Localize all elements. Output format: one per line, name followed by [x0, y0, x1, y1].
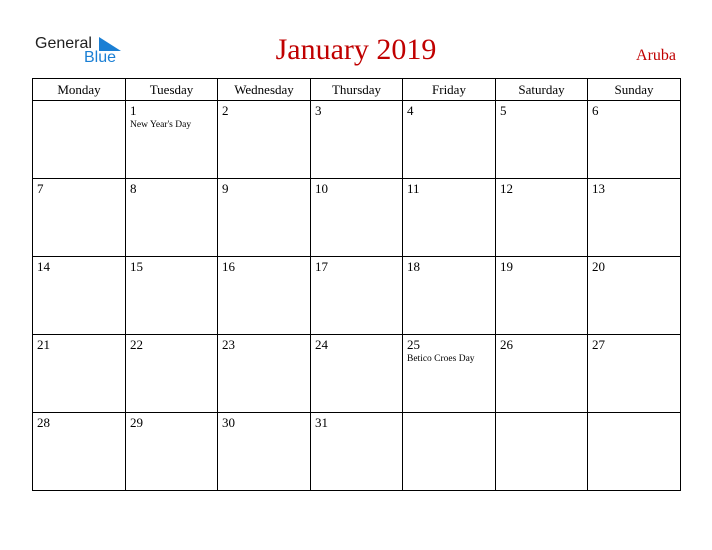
day-number	[403, 413, 495, 415]
day-cell	[496, 101, 588, 179]
logo-general-text: General	[35, 35, 92, 52]
day-number: 25	[407, 337, 420, 352]
day-cell	[33, 257, 126, 335]
day-number: 6	[592, 103, 599, 118]
holiday-label: New Year's Day	[130, 120, 192, 130]
calendar-grid	[32, 78, 681, 491]
week-row	[33, 335, 681, 413]
day-cell	[33, 335, 126, 413]
day-cell	[311, 179, 403, 257]
day-number: 9	[222, 181, 229, 196]
day-number	[33, 101, 125, 103]
weekday-header-friday: Friday	[403, 79, 496, 101]
day-cell	[218, 257, 311, 335]
day-number: 27	[592, 337, 605, 352]
day-cell	[496, 413, 588, 491]
day-number: 7	[37, 181, 44, 196]
day-number: 30	[222, 415, 235, 430]
day-cell	[126, 101, 218, 179]
day-number: 23	[222, 337, 235, 352]
week-row	[33, 101, 681, 179]
day-number: 17	[315, 259, 328, 274]
day-cell	[126, 413, 218, 491]
weekday-header-monday: Monday	[33, 79, 126, 101]
day-number: 10	[315, 181, 328, 196]
day-number: 20	[592, 259, 605, 274]
day-cell	[311, 335, 403, 413]
weekday-header-tuesday: Tuesday	[126, 79, 218, 101]
day-cell	[218, 179, 311, 257]
day-number	[588, 413, 680, 415]
day-cell	[588, 101, 681, 179]
day-cell	[588, 257, 681, 335]
country-label: Aruba	[636, 47, 676, 64]
day-cell	[126, 179, 218, 257]
logo-blue-text: Blue	[84, 49, 117, 66]
day-cell	[496, 179, 588, 257]
day-cell	[33, 413, 126, 491]
day-number: 29	[130, 415, 143, 430]
day-cell	[588, 179, 681, 257]
day-number: 31	[315, 415, 328, 430]
day-cell	[588, 413, 681, 491]
day-number: 16	[222, 259, 235, 274]
day-cell	[33, 179, 126, 257]
calendar-title: January 2019	[275, 33, 437, 66]
day-cell	[33, 101, 126, 179]
weekday-header-saturday: Saturday	[496, 79, 588, 101]
day-cell	[496, 335, 588, 413]
day-number: 28	[37, 415, 50, 430]
day-cell	[403, 335, 496, 413]
day-cell	[218, 413, 311, 491]
day-number: 2	[222, 103, 229, 118]
day-cell	[403, 257, 496, 335]
day-number: 15	[130, 259, 143, 274]
day-number: 12	[500, 181, 513, 196]
day-cell	[588, 335, 681, 413]
day-number: 26	[500, 337, 513, 352]
day-cell	[126, 257, 218, 335]
day-number: 13	[592, 181, 605, 196]
day-number: 24	[315, 337, 328, 352]
day-number: 18	[407, 259, 420, 274]
day-number: 19	[500, 259, 513, 274]
day-cell	[311, 413, 403, 491]
weekday-header-row	[33, 79, 681, 101]
day-number: 1	[130, 103, 137, 118]
day-cell	[126, 335, 218, 413]
weekday-header-thursday: Thursday	[311, 79, 403, 101]
day-cell	[218, 335, 311, 413]
week-row	[33, 413, 681, 491]
week-row	[33, 257, 681, 335]
day-number: 4	[407, 103, 414, 118]
holiday-label: Betico Croes Day	[407, 354, 475, 364]
day-cell	[218, 101, 311, 179]
day-number: 11	[407, 181, 420, 196]
day-cell	[311, 101, 403, 179]
day-cell	[403, 101, 496, 179]
day-number: 8	[130, 181, 137, 196]
day-cell	[496, 257, 588, 335]
day-number: 21	[37, 337, 50, 352]
day-cell	[311, 257, 403, 335]
day-number: 14	[37, 259, 50, 274]
day-number: 22	[130, 337, 143, 352]
day-number: 3	[315, 103, 322, 118]
day-cell	[403, 179, 496, 257]
week-row	[33, 179, 681, 257]
weekday-header-wednesday: Wednesday	[218, 79, 311, 101]
day-cell	[403, 413, 496, 491]
day-number	[496, 413, 587, 415]
weekday-header-sunday: Sunday	[588, 79, 681, 101]
day-number: 5	[500, 103, 507, 118]
